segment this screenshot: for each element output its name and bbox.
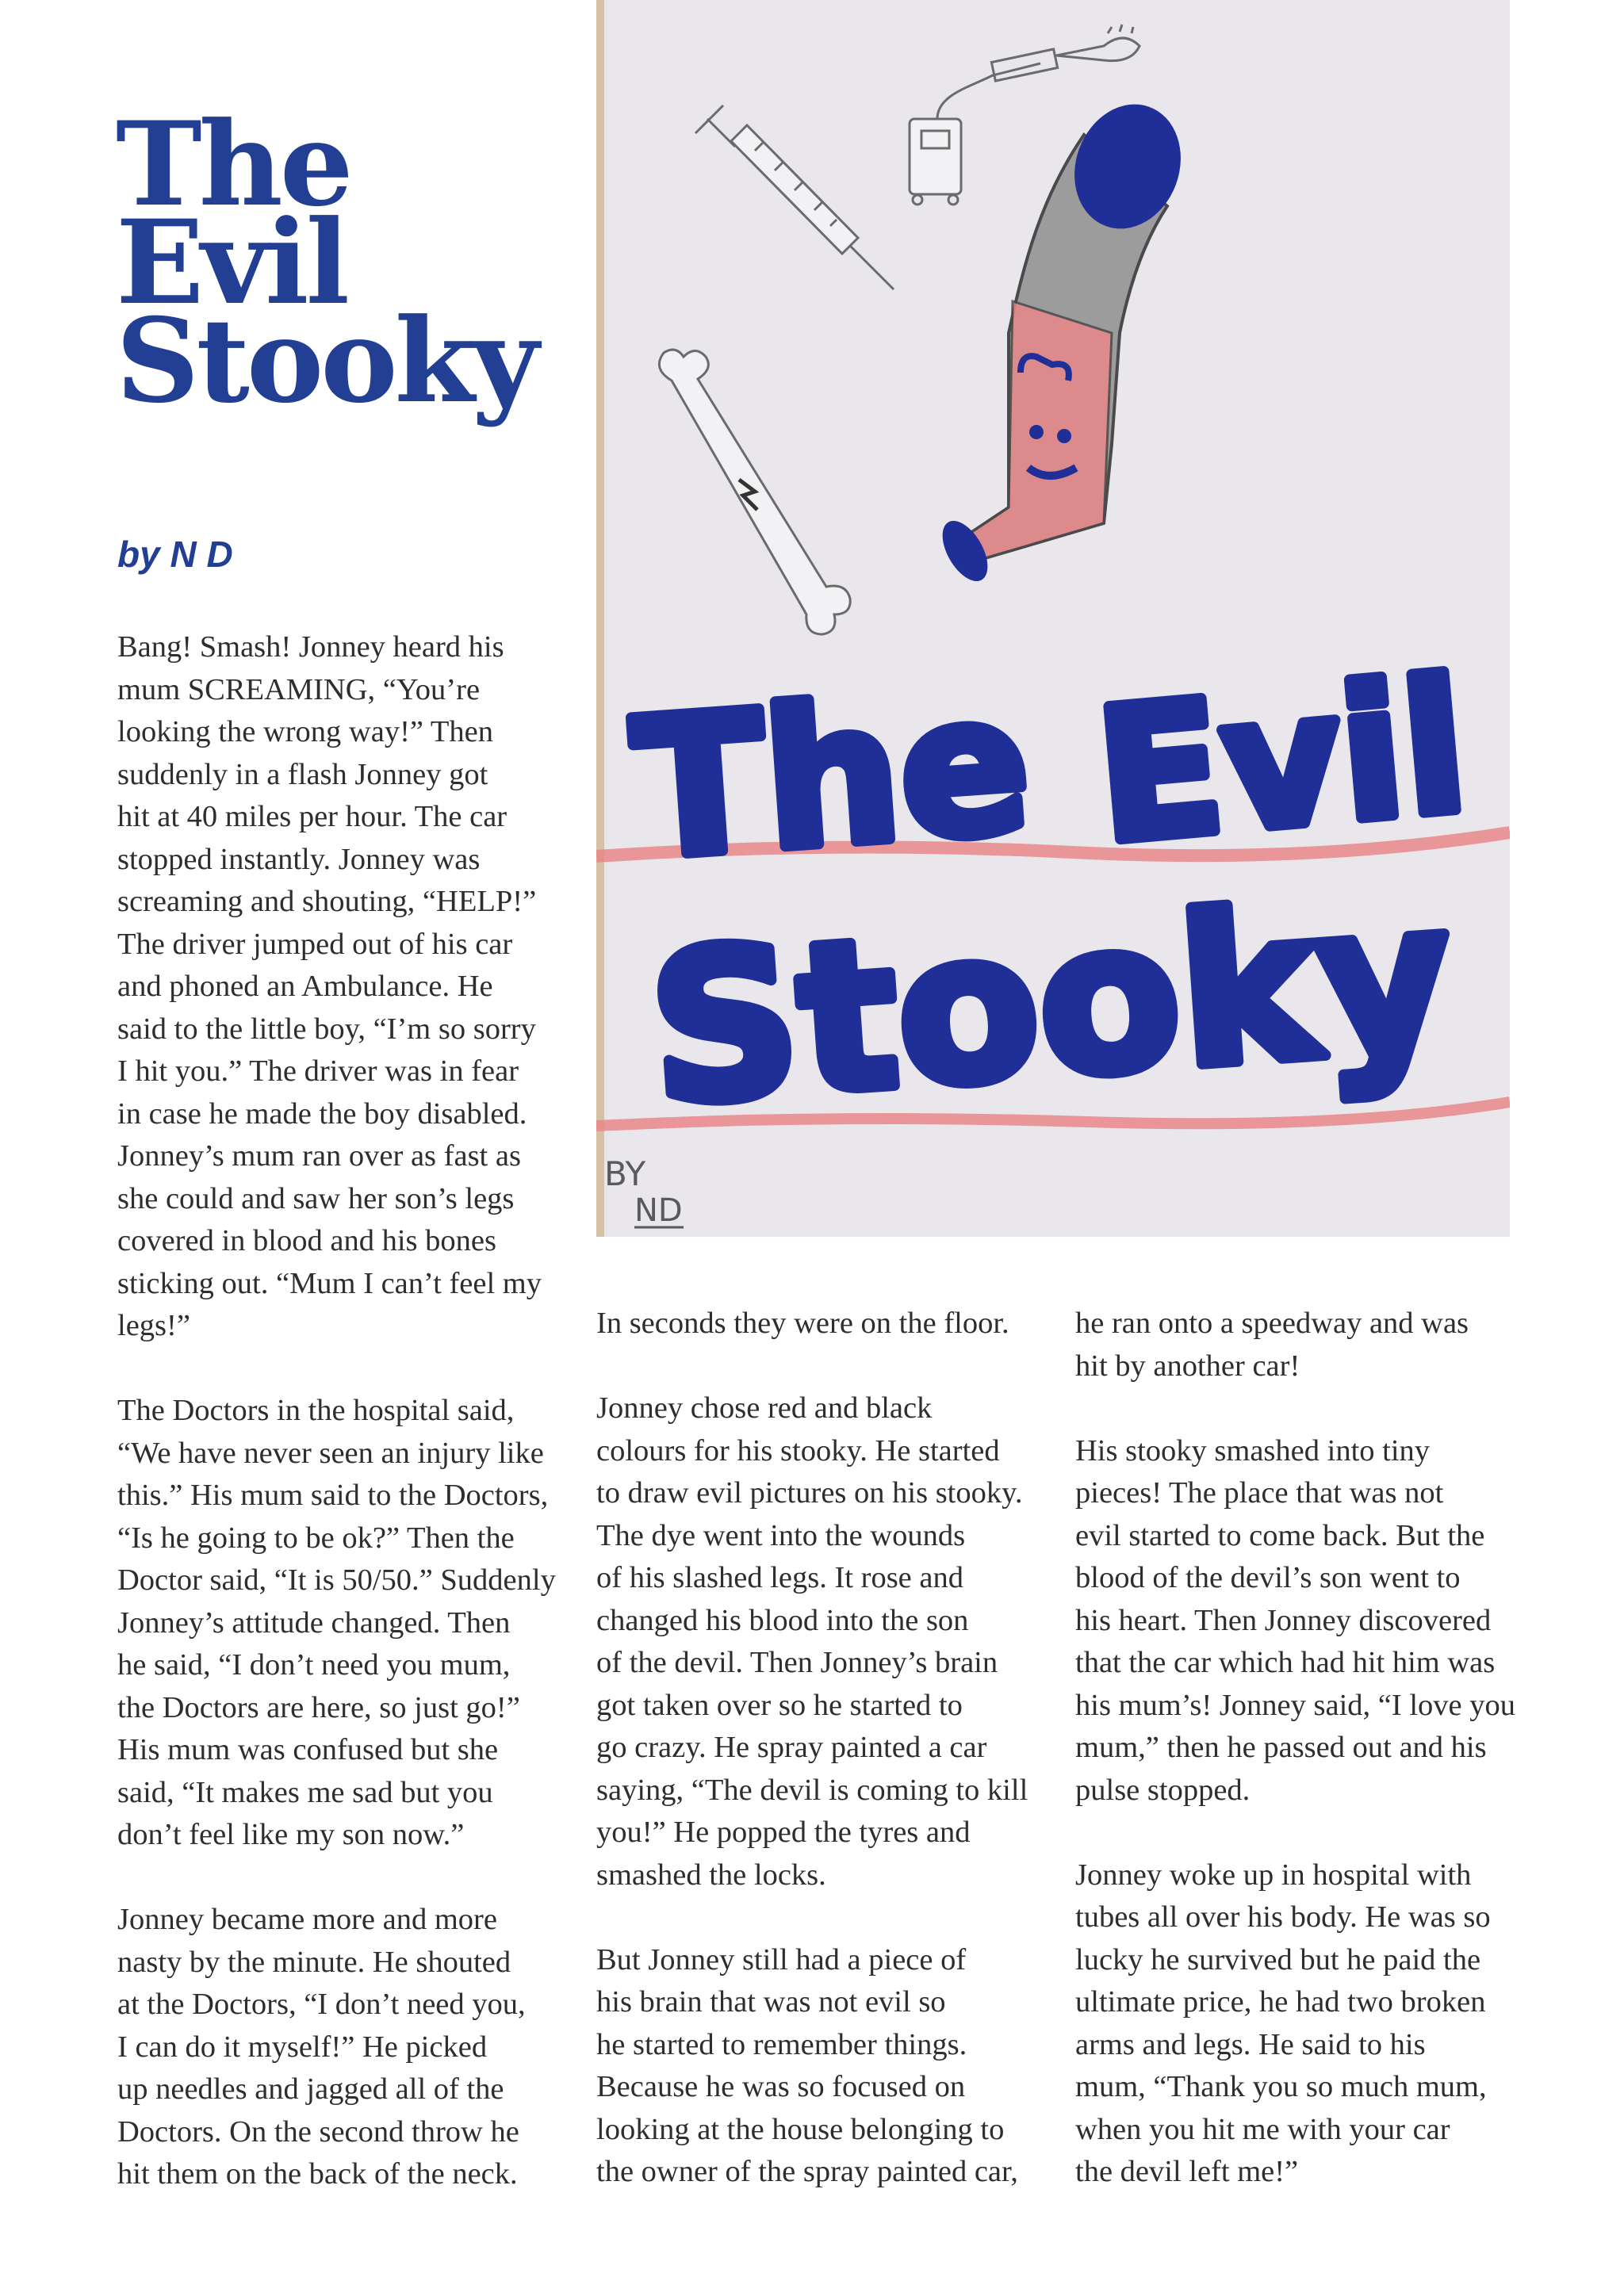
body-column-2	[596, 1303, 1040, 2194]
paragraph: The Doctors in the hospital said, “We have never seen an injury like this.” His mum said to the Doctors, “Is he going to be ok?” Then the Doctor said, “It is 50/50.” Suddenly Jonney’s attitude changed. Then he said, “I don’t need you mum, the Doctors are here, so just go!” His mum was confused but she said, “It makes me sad but you don’t feel like my son now.”	[117, 1394, 556, 1851]
body-column-3	[1075, 1303, 1519, 2194]
cover-illustration	[596, 0, 1510, 1237]
title-line: The	[116, 97, 350, 232]
article-title	[116, 97, 560, 429]
title-line: Stooky	[116, 293, 536, 429]
body-column-1	[117, 626, 561, 2196]
title-line: Evil	[116, 195, 347, 331]
illustration-headline-the: The	[627, 652, 1037, 901]
paragraph: His stooky smashed into tiny pieces! The place that was not evil started to come back. But the blood of the devil’s son went to his heart. Then Jonney discovered that the car which had hit him was his mum’s! Jonney said, “I love you mum,” then he passed out and his pulse stopped.	[1075, 1433, 1515, 1807]
paragraph: Jonney woke up in hospital with tubes all over his body. He was so lucky he survived but he paid the ultimate price, he had two broken arms and legs. He said to his mum, “Thank you so much mum, when you hit me with your car the devil left me!”	[1075, 1858, 1491, 2188]
paragraph: he ran onto a speedway and was hit by another car!	[1075, 1307, 1469, 1383]
paragraph: But Jonney still had a piece of his brain that was not evil so he started to remember things. Because he was so focused on looking at the house belonging to the owner of the spray painted car,	[596, 1942, 1018, 2188]
paragraph: In seconds they were on the floor.	[596, 1307, 1009, 1340]
illustration-credit-name: ND	[634, 1192, 683, 1229]
illustration-headline-evil: Evil	[1089, 641, 1475, 884]
paragraph: Jonney chose red and black colours for his stooky. He started to draw evil pictures on his stooky. The dye went into the wounds of his slashed legs. It rose and changed his blood into the son of the devil. Then Jonney’s brain got taken over so he started to go crazy. He spray painted a car saying, “The devil is coming to kill you!” He popped the tyres and smashed the locks.	[596, 1391, 1028, 1892]
paragraph: Bang! Smash! Jonney heard his mum SCREAMING, “You’re looking the wrong way!” Then suddenly in a flash Jonney got hit at 40 miles per hour. The car stopped instantly. Jonney was screaming and shouting, “HELP!” The driver jumped out of his car and phoned an Ambulance. He said to the little boy, “I’m so sorry I hit you.” The driver was in fear in case he made the boy disabled. Jonney’s mum ran over as fast as she could and saw her son’s legs covered in blood and his bones sticking out. “Mum I can’t feel my legs!”	[117, 630, 542, 1342]
byline: by N D	[117, 534, 233, 575]
illustration-headline-stooky: Stooky	[642, 856, 1460, 1151]
paragraph: Jonney became more and more nasty by the minute. He shouted at the Doctors, “I don’t need you, I can do it myself!” He picked up needles and jagged all of the Doctors. On the second throw he hit them on the back of the neck.	[117, 1903, 526, 2191]
illustration-credit-by: BY	[604, 1154, 646, 1193]
